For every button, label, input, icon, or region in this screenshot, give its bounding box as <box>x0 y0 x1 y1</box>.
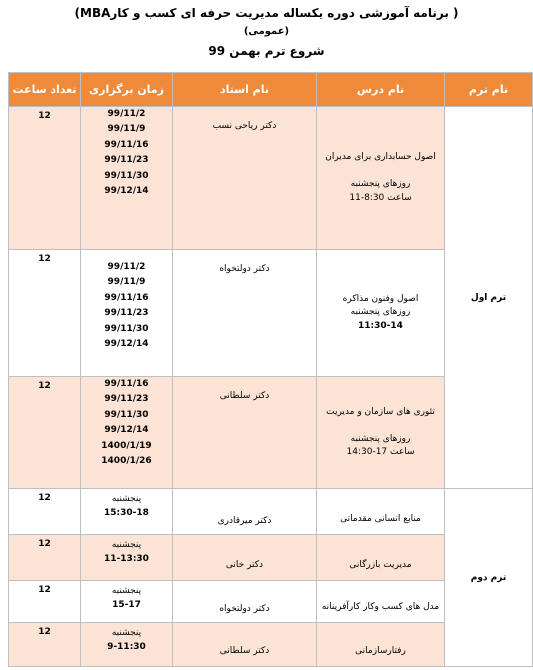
course-time: 11:30-14 <box>358 320 403 331</box>
course-day: روزهای پنجشنبه <box>350 433 411 444</box>
session-date: 99/11/23 <box>104 155 149 166</box>
session-time: 15-17 <box>112 599 141 610</box>
hours-cell: 12 <box>9 623 81 667</box>
session-day: پنجشنبه <box>111 586 142 596</box>
session-time: 9-11:30 <box>107 641 146 652</box>
course-cell <box>317 107 445 250</box>
session-date: 99/11/30 <box>104 323 149 334</box>
hours-cell: 12 <box>9 107 81 250</box>
session-date: 99/11/9 <box>107 277 146 288</box>
course-time: ساعت 8:30-11 <box>349 192 412 203</box>
course-cell <box>317 377 445 489</box>
course-name: رفتارسازمانی <box>355 645 406 656</box>
header-schedule: زمان برگزاری <box>81 73 173 107</box>
session-date: 99/11/30 <box>104 409 149 420</box>
session-time: 15:30-18 <box>104 507 149 518</box>
term-cell: ترم دوم <box>445 489 533 667</box>
hours-cell: 12 <box>9 250 81 377</box>
session-date: 99/12/14 <box>104 186 149 197</box>
dates-cell <box>81 489 173 535</box>
hours-cell: 12 <box>9 535 81 581</box>
course-day: روزهای پنجشنبه <box>350 307 411 318</box>
course-name: مدیریت بازرگانی <box>349 559 412 570</box>
session-date: 99/11/9 <box>107 124 146 135</box>
dates-cell <box>81 377 173 489</box>
professor-cell: دکتر ریاحی نسب <box>173 107 317 250</box>
course-day: روزهای پنجشنبه <box>350 179 411 189</box>
term-start: شروع ترم بهمن 99 <box>208 44 325 58</box>
session-date: 99/11/23 <box>104 308 149 319</box>
session-date: 99/11/23 <box>104 394 149 405</box>
dates-cell <box>81 581 173 623</box>
professor-cell: دکتر سلطانی <box>173 377 317 489</box>
dates-cell <box>81 250 173 377</box>
course-cell <box>317 581 445 623</box>
header-hours: تعداد ساعت <box>9 73 81 107</box>
course-name: اصول وفنون مذاکره <box>342 293 419 304</box>
course-cell <box>317 623 445 667</box>
course-cell <box>317 489 445 535</box>
hours-cell: 12 <box>9 581 81 623</box>
course-time: ساعت 17-14:30 <box>346 447 415 457</box>
session-date: 1400/1/19 <box>101 440 152 451</box>
session-date: 99/12/14 <box>104 339 149 350</box>
session-date: 99/11/30 <box>104 170 149 181</box>
table-row <box>9 489 533 535</box>
session-date: 1400/1/26 <box>101 456 152 467</box>
term-cell: ترم اول <box>445 107 533 489</box>
professor-cell: دکتر سلطانی <box>173 623 317 667</box>
session-date: 99/12/14 <box>104 425 149 436</box>
session-time: 11-13:30 <box>104 553 149 564</box>
professor-cell: دکتر میرقادری <box>173 489 317 535</box>
session-date: 99/11/2 <box>107 262 146 272</box>
course-cell <box>317 535 445 581</box>
session-day: پنجشنبه <box>111 494 142 504</box>
header-professor: نام استاد <box>173 73 317 107</box>
course-name: تئوری های سازمان و مدیریت <box>326 406 435 417</box>
session-day: پنجشنبه <box>111 540 142 550</box>
professor-cell: دکتر خانی <box>173 535 317 581</box>
session-date: 99/11/16 <box>104 379 149 389</box>
document-title: ( برنامه آموزشی دوره یکساله مدیریت حرفه ای کسب و کارMBA) <box>74 6 459 20</box>
session-date: 99/11/16 <box>104 139 149 150</box>
schedule-table <box>8 72 533 667</box>
professor-cell: دکتر دولتخواه <box>173 250 317 377</box>
session-date: 99/11/16 <box>104 292 149 303</box>
session-day: پنجشنبه <box>111 628 142 638</box>
course-name: اصول حسابداری برای مدیران <box>325 152 436 162</box>
course-name: مدل های کسب وکار کارآفرینانه <box>321 601 440 612</box>
hours-cell: 12 <box>9 377 81 489</box>
dates-cell <box>81 535 173 581</box>
dates-cell <box>81 107 173 250</box>
dates-cell <box>81 623 173 667</box>
table-row <box>9 107 533 250</box>
professor-cell: دکتر دولتخواه <box>173 581 317 623</box>
hours-cell: 12 <box>9 489 81 535</box>
course-cell <box>317 250 445 377</box>
document-subtitle: (عمومی) <box>243 26 290 37</box>
header-term: نام ترم <box>445 73 533 107</box>
header-course: نام درس <box>317 73 445 107</box>
table-header-row <box>9 73 533 107</box>
session-date: 99/11/2 <box>107 109 146 119</box>
course-name: منابع انسانی مقدماتی <box>340 513 421 524</box>
